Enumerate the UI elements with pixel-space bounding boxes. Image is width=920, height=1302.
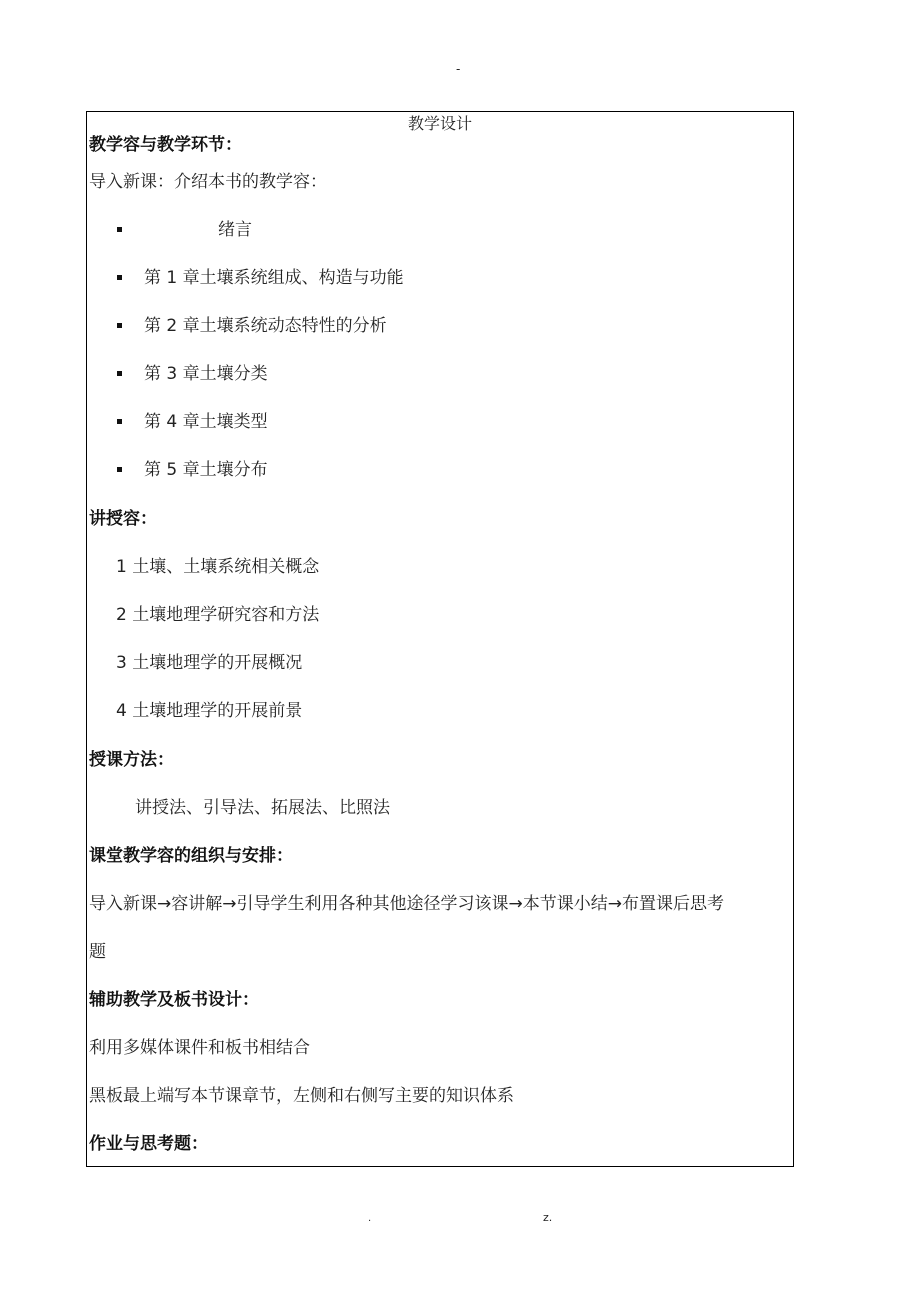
section-heading-lecture: 讲授容： [89,509,157,529]
section-heading-content: 教学容与教学环节： [89,135,242,155]
aux-text: 利用多媒体课件和板书相结合 [89,1038,310,1058]
bullet-icon [117,371,122,376]
lecture-item: 2 土壤地理学研究容和方法 [116,605,320,625]
page-header-mark: - [456,62,461,76]
footer-mark-left: . [368,1213,372,1224]
lecture-item: 4 土壤地理学的开展前景 [116,701,303,721]
methods-text: 讲授法、引导法、拓展法、比照法 [135,798,390,818]
section-heading-method: 授课方法： [89,750,174,770]
bullet-icon [117,227,122,232]
section-heading-organization: 课堂教学容的组织与安排： [89,846,293,866]
lecture-item: 1 土壤、土壤系统相关概念 [116,557,320,577]
table-title: 教学设计 [407,114,472,133]
chapter-item: 第 1 章土壤系统组成、构造与功能 [144,268,404,288]
aux-text: 黑板最上端写本节课章节，左侧和右侧写主要的知识体系 [89,1086,514,1106]
organization-text-cont: 题 [89,942,106,962]
bullet-icon [117,323,122,328]
organization-text: 导入新课→容讲解→引导学生利用各种其他途径学习该课→本节课小结→布置课后思考 [89,894,724,914]
chapter-item: 第 3 章土壤分类 [144,364,268,384]
bullet-icon [117,275,122,280]
chapter-item: 第 2 章土壤系统动态特性的分析 [144,316,387,336]
chapter-item: 第 5 章土壤分布 [144,460,268,480]
section-heading-aux: 辅助教学及板书设计： [89,990,259,1010]
lecture-item: 3 土壤地理学的开展概况 [116,653,303,673]
lesson-design-table [86,111,794,1167]
intro-text: 导入新课：介绍本书的教学容： [89,172,327,192]
bullet-icon [117,419,122,424]
bullet-icon [117,467,122,472]
chapter-item: 第 4 章土壤类型 [144,412,268,432]
section-heading-homework: 作业与思考题： [89,1134,208,1154]
footer-mark-right: z. [543,1211,553,1224]
chapter-item: 绪言 [218,220,252,240]
